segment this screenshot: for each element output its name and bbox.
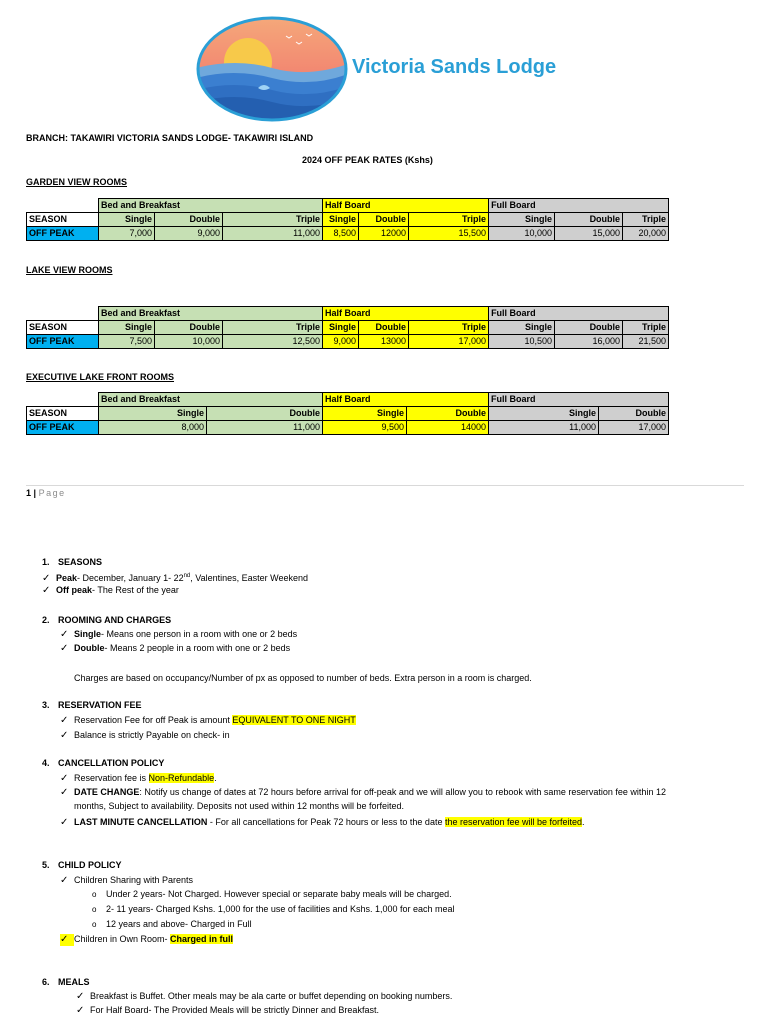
col-header: Double (407, 407, 489, 421)
group-fb: Full Board (489, 393, 669, 407)
col-header: Single (99, 407, 207, 421)
col-header: Triple (623, 321, 669, 335)
exec-col-row (27, 407, 669, 421)
rate-cell: 12000 (359, 227, 409, 241)
section-meals-heading: 6. MEALS (42, 977, 90, 987)
group-bb: Bed and Breakfast (99, 199, 323, 213)
list-item: ✓ LAST MINUTE CANCELLATION - For all cancellations for Peak 72 hours or less to the date the reservation fee will be forfeited. (60, 817, 585, 828)
checkmark-icon: ✓ (60, 773, 69, 784)
section-cancellation-heading: 4. CANCELLATION POLICY (42, 758, 165, 768)
checkmark-icon: ✓ (60, 643, 69, 654)
rate-cell: 15,000 (555, 227, 623, 241)
section-seasons-heading: 1. SEASONS (42, 557, 103, 567)
list-item: ✓ Breakfast is Buffet. Other meals may be ala carte or buffet depending on booking numbers. (76, 991, 453, 1002)
col-header: Double (599, 407, 669, 421)
sub-list-item: o 2- 11 years- Charged Kshs. 1,000 for the use of facilities and Kshs. 1,000 for each meal (92, 904, 455, 914)
list-item: ✓ Peak- December, January 1- 22nd, Valentines, Easter Weekend (42, 573, 309, 584)
checkmark-icon: ✓ (60, 787, 69, 798)
page-separator: | (33, 488, 37, 498)
group-fb: Full Board (489, 199, 669, 213)
col-header: Triple (223, 321, 323, 335)
group-hb: Half Board (323, 307, 489, 321)
blank-cell (27, 307, 99, 321)
circle-bullet-icon: o (92, 920, 97, 929)
col-header: Double (155, 321, 223, 335)
checkmark-icon: ✓ (60, 730, 69, 741)
row-label: OFF PEAK (27, 421, 99, 435)
rate-cell: 10,000 (155, 335, 223, 349)
sub-list-item: o 12 years and above- Charged in Full (92, 919, 252, 929)
list-item: ✓ Reservation Fee for off Peak is amount EQUIVALENT TO ONE NIGHT (60, 715, 356, 726)
checkmark-icon: ✓ (60, 715, 69, 726)
garden-title: GARDEN VIEW ROOMS (26, 177, 128, 187)
blank-cell (27, 393, 99, 407)
section-rooming-heading: 2. ROOMING AND CHARGES (42, 615, 172, 625)
sub-list-item: o Under 2 years- Not Charged. However special or separate baby meals will be charged. (92, 889, 452, 899)
rate-cell: 9,500 (323, 421, 407, 435)
rates-title: 2024 OFF PEAK RATES (Kshs) (302, 155, 433, 165)
rate-cell: 15,500 (409, 227, 489, 241)
col-header: Single (489, 213, 555, 227)
garden-value-row (27, 227, 669, 241)
rate-cell: 12,500 (223, 335, 323, 349)
garden-group-row (27, 199, 669, 213)
group-hb: Half Board (323, 199, 489, 213)
col-header: Triple (409, 321, 489, 335)
rooming-note: Charges are based on occupancy/Number of px as opposed to number of beds. Extra person in a room is charged. (74, 673, 532, 683)
col-header: Triple (409, 213, 489, 227)
col-header: Single (99, 321, 155, 335)
rate-cell: 17,000 (409, 335, 489, 349)
checkmark-icon: ✓ (76, 991, 85, 1002)
exec-rates-table (26, 392, 669, 435)
list-item: ✓ For Half Board- The Provided Meals will be strictly Dinner and Breakfast. (76, 1005, 379, 1016)
list-item: ✓ Children in Own Room- Charged in full (60, 934, 234, 945)
page-number (26, 488, 66, 498)
rate-cell: 11,000 (489, 421, 599, 435)
lake-title: LAKE VIEW ROOMS (26, 265, 113, 275)
col-header: Single (489, 407, 599, 421)
col-header: Double (555, 213, 623, 227)
rate-cell: 10,000 (489, 227, 555, 241)
exec-value-row (27, 421, 669, 435)
rate-cell: 8,000 (99, 421, 207, 435)
rate-cell: 8,500 (323, 227, 359, 241)
page-number-value: 1 (26, 488, 32, 498)
garden-rates-table (26, 198, 669, 241)
section-reservation-heading: 3. RESERVATION FEE (42, 700, 142, 710)
list-item-continuation: months, Subject to availability. Deposits not used within 12 months will be forfeited. (74, 801, 405, 811)
exec-title: EXECUTIVE LAKE FRONT ROOMS (26, 372, 175, 382)
group-hb: Half Board (323, 393, 489, 407)
list-item: ✓ Balance is strictly Payable on check- in (60, 730, 230, 741)
season-label: SEASON (27, 407, 99, 421)
lodge-logo (196, 16, 348, 122)
col-header: Double (359, 213, 409, 227)
rate-cell: 10,500 (489, 335, 555, 349)
checkmark-icon: ✓ (42, 573, 51, 584)
rate-cell: 14000 (407, 421, 489, 435)
col-header: Double (155, 213, 223, 227)
checkmark-icon: ✓ (42, 585, 51, 596)
col-header: Triple (223, 213, 323, 227)
season-label: SEASON (27, 321, 99, 335)
rate-cell: 21,500 (623, 335, 669, 349)
exec-group-row (27, 393, 669, 407)
col-header: Single (99, 213, 155, 227)
col-header: Double (207, 407, 323, 421)
checkmark-icon: ✓ (60, 629, 69, 640)
lake-rates-table (26, 306, 669, 349)
season-label: SEASON (27, 213, 99, 227)
group-fb: Full Board (489, 307, 669, 321)
list-item: ✓ Children Sharing with Parents (60, 875, 194, 886)
row-label: OFF PEAK (27, 335, 99, 349)
list-item: ✓ Off peak- The Rest of the year (42, 585, 179, 596)
branch-line: BRANCH: TAKAWIRI VICTORIA SANDS LODGE- TAKAWIRI ISLAND (26, 133, 314, 143)
lake-value-row (27, 335, 669, 349)
brand-name: Victoria Sands Lodge (352, 56, 557, 78)
col-header: Double (359, 321, 409, 335)
page-divider (26, 485, 744, 486)
col-header: Double (555, 321, 623, 335)
list-item: ✓ DATE CHANGE: Notify us change of dates at 72 hours before arrival for off-peak and we will allow you to rebook with same reservation fee within 12 (60, 787, 666, 798)
rate-cell: 7,500 (99, 335, 155, 349)
rate-cell: 17,000 (599, 421, 669, 435)
rate-cell: 16,000 (555, 335, 623, 349)
rate-cell: 11,000 (223, 227, 323, 241)
list-item: ✓ Single- Means one person in a room with one or 2 beds (60, 629, 298, 640)
col-header: Single (323, 213, 359, 227)
row-label: OFF PEAK (27, 227, 99, 241)
section-child-heading: 5. CHILD POLICY (42, 860, 122, 870)
rate-cell: 13000 (359, 335, 409, 349)
lake-group-row (27, 307, 669, 321)
rate-cell: 9,000 (155, 227, 223, 241)
circle-bullet-icon: o (92, 890, 97, 899)
page-label: Page (38, 488, 66, 498)
col-header: Single (323, 321, 359, 335)
rate-cell: 11,000 (207, 421, 323, 435)
col-header: Triple (623, 213, 669, 227)
col-header: Single (489, 321, 555, 335)
col-header: Single (323, 407, 407, 421)
lake-col-row (27, 321, 669, 335)
circle-bullet-icon: o (92, 905, 97, 914)
list-item: ✓ Double- Means 2 people in a room with one or 2 beds (60, 643, 291, 654)
checkmark-icon: ✓ (60, 817, 69, 828)
checkmark-icon: ✓ (60, 875, 69, 886)
group-bb: Bed and Breakfast (99, 307, 323, 321)
checkmark-icon: ✓ (60, 934, 74, 946)
blank-cell (27, 199, 99, 213)
group-bb: Bed and Breakfast (99, 393, 323, 407)
rate-cell: 20,000 (623, 227, 669, 241)
list-item: ✓ Reservation fee is Non-Refundable. (60, 773, 217, 784)
rate-cell: 9,000 (323, 335, 359, 349)
rate-cell: 7,000 (99, 227, 155, 241)
checkmark-icon: ✓ (76, 1005, 85, 1016)
garden-col-row (27, 213, 669, 227)
